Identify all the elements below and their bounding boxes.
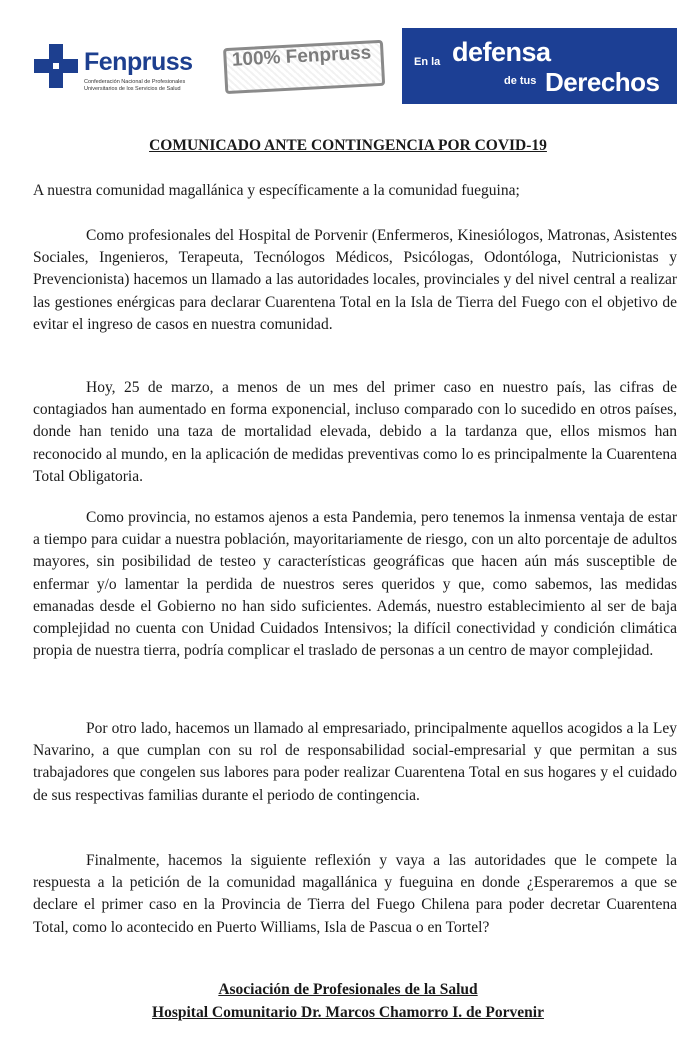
org-subtitle: Confederación Nacional de Profesionales Universitarios de los Servicios de Salud xyxy=(84,79,186,92)
signature-line-1: Asociación de Profesionales de la Salud xyxy=(218,981,478,998)
paragraph: Por otro lado, hacemos un llamado al empresariado, principalmente aquellos acogidos a la Ley Navarino, a que cumplan con su rol de responsabilidad social-empresarial y que permitan a sus trabajadores que congelen sus labores para poder realizar Cuarentena Total en sus hogares y el cuidado de sus respectivas familias durante el periodo de contingencia. xyxy=(33,720,677,804)
org-name: Fenpruss xyxy=(84,48,193,76)
stamp-logo xyxy=(220,26,385,104)
greeting: A nuestra comunidad magallánica y específicamente a la comunidad fueguina; xyxy=(33,182,520,199)
document-title: COMUNICADO ANTE CONTINGENCIA POR COVID-19 xyxy=(149,137,547,154)
letterhead xyxy=(34,28,677,106)
medical-cross-icon xyxy=(34,44,78,88)
paragraph: Finalmente, hacemos la siguiente reflexión y vaya a las autoridades que le compete la respuesta a la petición de la comunidad magallánica y fueguina en donde ¿Esperaremos a que se declare el primer caso en la Provincia de Tierra del Fuego Chilena para poder decretar Cuarentena Total, como lo acontecido en Puerto Williams, Isla de Pascua o en Tortel? xyxy=(33,852,677,936)
banner-part3: de tus xyxy=(504,75,537,87)
signature-line-2: Hospital Comunitario Dr. Marcos Chamorro I. de Porvenir xyxy=(152,1004,544,1021)
banner-part1: En la xyxy=(414,56,441,68)
banner-part4: Derechos xyxy=(545,67,660,97)
paragraph: Hoy, 25 de marzo, a menos de un mes del primer caso en nuestro país, las cifras de contagiados han aumentado en forma exponencial, incluso comparado con lo sucedido en otros países, donde han tenido una taza de mortalidad elevada, debido a la tardanza que, ellos mismos han reconocido al mundo, en la aplicación de medidas preventivas como lo es principalmente la Cuarentena Total Obligatoria. xyxy=(33,379,677,485)
paragraph: Como profesionales del Hospital de Porvenir (Enfermeros, Kinesiólogos, Matronas, Asistentes Sociales, Ingenieros, Terapeuta, Tecnólogos Médicos, Psicólogas, Odontóloga, Nutricionistas y Prevencionista) hacemos un llamado a las autoridades locales, provinciales y del nivel central a realizar las gestiones enérgicas para declarar Cuarentena Total en la Isla de Tierra del Fuego con el objetivo de evitar el ingreso de casos en nuestra comunidad. xyxy=(33,227,677,333)
paragraph: Como provincia, no estamos ajenos a esta Pandemia, pero tenemos la inmensa ventaja de estar a tiempo para cuidar a nuestra población, mayoritariamente de riesgo, con un alto porcentaje de adultos mayores, sin posibilidad de testeo y características geográficas que hacen aún más susceptible de enfermar y/o lamentar la perdida de nuestros seres queridos y que, como sabemos, las medidas emanadas desde el Gobierno no han sido suficientes. Además, nuestro establecimiento al ser de baja complejidad no cuenta con Unidad Cuidados Intensivos; la difícil conectividad y condición climática propia de nuestra tierra, podría complicar el traslado de personas a un centro de mayor complejidad. xyxy=(33,509,677,660)
fenpruss-logo xyxy=(34,34,214,100)
rights-banner xyxy=(402,28,677,104)
stamp-text: 100% Fenpruss xyxy=(231,42,372,71)
banner-part2: defensa xyxy=(452,37,551,67)
